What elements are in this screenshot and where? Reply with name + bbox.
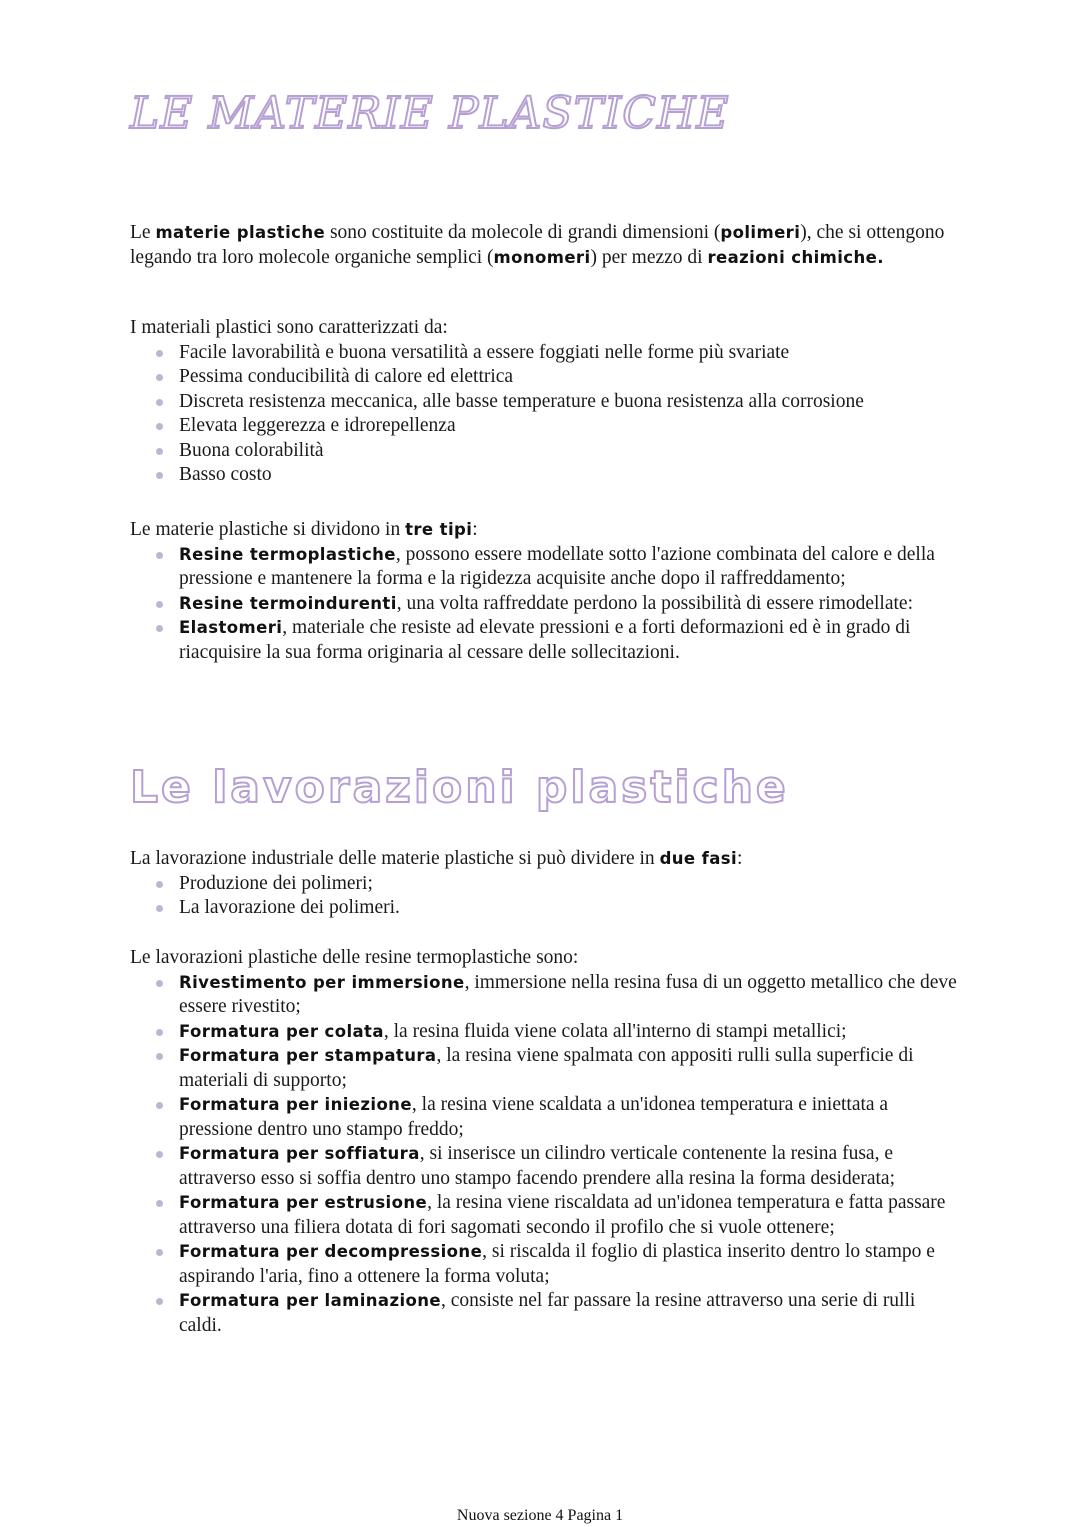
list-item: Formatura per iniezione, la resina viene scaldata a un'idonea temperatura e iniettata a pressione dentro uno stampo freddo;: [179, 1093, 960, 1142]
list-item: Formatura per colata, la resina fluida viene colata all'interno di stampi metallici;: [179, 1020, 960, 1045]
section-title: Le lavorazioni plastiche: [130, 762, 789, 813]
list-item: Elevata leggerezza e idrorepellenza: [179, 414, 960, 439]
list-item: La lavorazione dei polimeri.: [179, 896, 960, 921]
list-item: Buona colorabilità: [179, 439, 960, 464]
list-item: Pessima conducibilità di calore ed elettrica: [179, 365, 960, 390]
processes-list: [130, 971, 960, 1339]
characteristics-section: [130, 316, 960, 488]
types-lead: Le materie plastiche si dividono in tre tipi:: [130, 519, 478, 540]
keyword: materie plastiche: [155, 223, 326, 242]
phases-list: [130, 872, 960, 921]
list-item: Formatura per stampatura, la resina viene spalmata con appositi rulli sulla superficie di materiali di supporto;: [179, 1044, 960, 1093]
keyword: due fasi: [659, 849, 738, 868]
processes-lead: Le lavorazioni plastiche delle resine termoplastiche sono:: [130, 947, 579, 968]
list-item: Facile lavorabilità e buona versatilità a essere foggiati nelle forme più svariate: [179, 341, 960, 366]
term: Resine termoindurenti: [179, 593, 397, 613]
list-item: Basso costo: [179, 463, 960, 488]
page-footer: Nuova sezione 4 Pagina 1: [456, 1507, 624, 1524]
term: Formatura per colata: [179, 1021, 384, 1041]
characteristics-lead: I materiali plastici sono caratterizzati da:: [130, 317, 448, 338]
term: Formatura per iniezione: [179, 1095, 412, 1114]
list-item: Rivestimento per immersione, immersione nella resina fusa di un oggetto metallico che deve essere rivestito;: [179, 971, 960, 1020]
term: Formatura per stampatura: [179, 1046, 437, 1065]
processes-section: [130, 946, 960, 1338]
list-item: Formatura per laminazione, consiste nel far passare la resine attraverso una serie di rulli caldi.: [179, 1289, 960, 1338]
types-section: [130, 518, 960, 665]
list-item: Formatura per estrusione, la resina viene riscaldata ad un'idonea temperatura e fatta passare attraverso una filiera dotata di fori sagomati secondo il profilo che si vuole ottenere;: [179, 1191, 960, 1240]
list-item: Formatura per decompressione, si riscalda il foglio di plastica inserito dentro lo stampo e aspirando l'aria, fino a ottenere la forma voluta;: [179, 1240, 960, 1289]
phases-lead: La lavorazione industriale delle materie plastiche si può dividere in due fasi:: [130, 848, 743, 869]
intro-paragraph: Le materie plastiche sono costituite da molecole di grandi dimensioni (polimeri), che si ottengono legando tra loro molecole organiche semplici (monomeri) per mezzo di reazioni chimiche.: [130, 222, 945, 268]
page-title: LE MATERIE PLASTICHE: [130, 88, 730, 139]
list-item: Resine termoplastiche, possono essere modellate sotto l'azione combinata del calore e della pressione e mantenere la forma e la rigidezza acquisite anche dopo il raffreddamento;: [179, 543, 960, 592]
term: Formatura per estrusione: [179, 1193, 428, 1212]
characteristics-list: [130, 341, 960, 488]
list-item: Resine termoindurenti, una volta raffreddate perdono la possibilità di essere rimodellate:: [179, 592, 960, 617]
term: Formatura per soffiatura: [179, 1144, 420, 1163]
keyword: reazioni chimiche.: [707, 247, 884, 267]
term: Rivestimento per immersione: [179, 972, 465, 992]
keyword: polimeri: [720, 223, 801, 242]
list-item: Formatura per soffiatura, si inserisce un cilindro verticale contenente la resina fusa, e attraverso esso si soffia dentro uno stampo facendo prendere alla resina la forma desiderata;: [179, 1142, 960, 1191]
list-item: Elastomeri, materiale che resiste ad elevate pressioni e a forti deformazioni ed è in grado di riacquisire la sua forma originaria al cessare delle sollecitazioni.: [179, 616, 960, 665]
keyword: tre tipi: [405, 520, 473, 539]
phases-section: [130, 847, 960, 921]
keyword: monomeri: [493, 247, 591, 267]
types-list: [130, 543, 960, 666]
list-item: Discreta resistenza meccanica, alle basse temperature e buona resistenza alla corrosione: [179, 390, 960, 415]
list-item: Produzione dei polimeri;: [179, 872, 960, 897]
term: Formatura per decompressione: [179, 1242, 483, 1261]
term: Resine termoplastiche: [179, 544, 396, 564]
term: Formatura per laminazione: [179, 1291, 441, 1310]
term: Elastomeri: [179, 618, 283, 637]
